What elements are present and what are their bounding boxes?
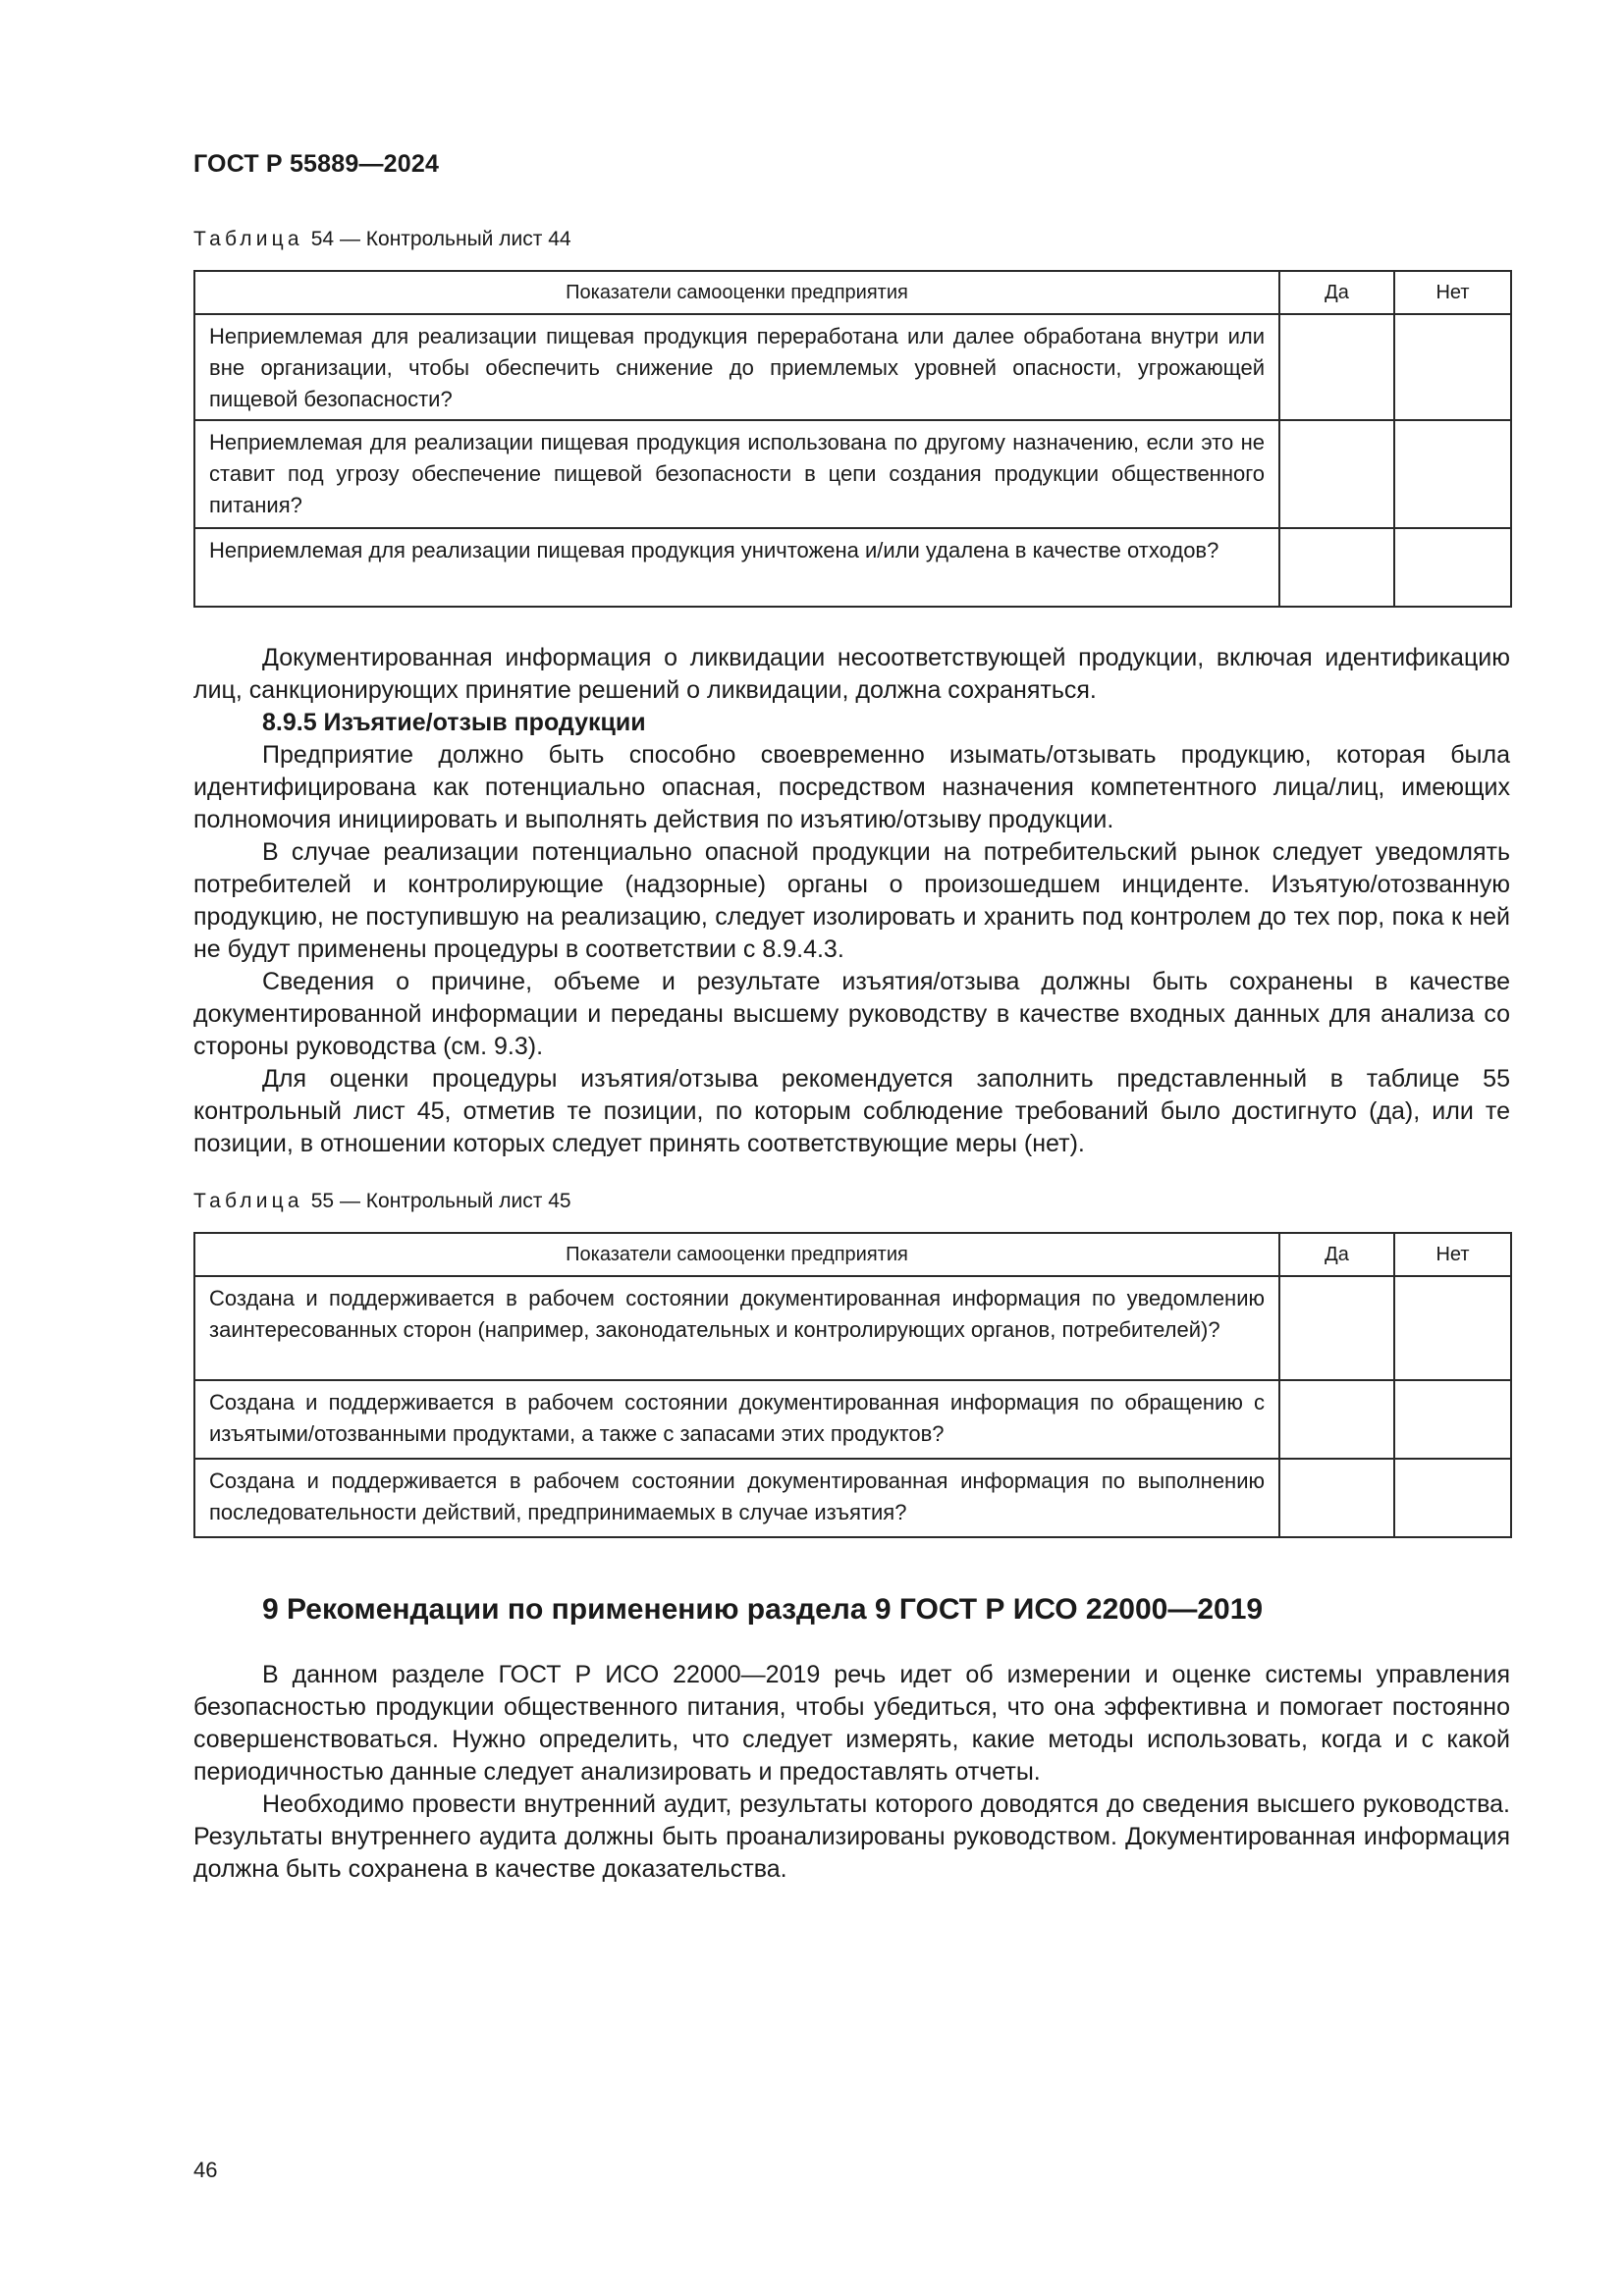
table-row [194,314,1511,420]
yes-answer-cell[interactable] [1279,1380,1394,1459]
table-54-caption-label: Таблица [193,228,303,250]
question-cell: Неприемлемая для реализации пищевая продукция использована по другому назначению, если это не ставит под угрозу обеспечение пищевой безопасности в цепи создания продукции общественного питания? [194,420,1279,528]
yes-answer-cell[interactable] [1279,528,1394,607]
paragraph: Предприятие должно быть способно своевременно изымать/отзывать продукцию, которая была идентифицирована как потенциально опасная, посредством назначения компетентного лица/лиц, имеющих полномочия инициировать и выполнять действия по изъятию/отзыву продукции. [193,741,1510,833]
question-cell: Создана и поддерживается в рабочем состоянии документированная информация по уведомлению заинтересованных сторон (например, законодательных и контролирующих органов, потребителей)? [194,1276,1279,1380]
no-answer-cell[interactable] [1394,528,1511,607]
no-answer-cell[interactable] [1394,1276,1511,1380]
column-header-yes: Да [1279,271,1394,314]
no-answer-cell[interactable] [1394,1380,1511,1459]
no-answer-cell[interactable] [1394,1459,1511,1537]
page-number: 46 [193,2158,218,2182]
table-row [194,420,1511,528]
document-code-header: ГОСТ Р 55889—2024 [193,150,440,178]
subsection-heading-8-9-5: 8.9.5 Изъятие/отзыв продукции [262,709,646,736]
table-row [194,1380,1511,1459]
table-55-caption-label: Таблица [193,1190,303,1212]
checklist-table-45 [193,1232,1512,1538]
paragraph: Документированная информация о ликвидации несоответствующей продукции, включая идентификацию лиц, санкционирующих принятие решений о ликвидации, должна сохраняться. [193,644,1510,704]
column-header-no: Нет [1394,271,1511,314]
column-header-indicators: Показатели самооценки предприятия [194,271,1279,314]
column-header-no: Нет [1394,1233,1511,1276]
no-answer-cell[interactable] [1394,420,1511,528]
table-header-row [194,1233,1511,1276]
question-cell: Неприемлемая для реализации пищевая продукция переработана или далее обработана внутри или вне организации, чтобы обеспечить снижение до приемлемых уровней опасности, угрожающей пищевой безопасности? [194,314,1279,420]
paragraph: Для оценки процедуры изъятия/отзыва рекомендуется заполнить представленный в таблице 55 контрольный лист 45, отметив те позиции, по которым соблюдение требований было достигнуто (да), или те позиции, в отношении которых следует принять соответствующие меры (нет). [193,1065,1510,1157]
yes-answer-cell[interactable] [1279,1276,1394,1380]
column-header-indicators: Показатели самооценки предприятия [194,1233,1279,1276]
table-55-caption-title: 55 — Контрольный лист 45 [310,1190,571,1212]
section-9-heading: 9 Рекомендации по применению раздела 9 ГОСТ Р ИСО 22000—2019 [262,1593,1264,1626]
yes-answer-cell[interactable] [1279,1459,1394,1537]
yes-answer-cell[interactable] [1279,314,1394,420]
question-cell: Создана и поддерживается в рабочем состоянии документированная информация по обращению с изъятыми/отозванными продуктами, а также с запасами этих продуктов? [194,1380,1279,1459]
question-cell: Создана и поддерживается в рабочем состоянии документированная информация по выполнению последовательности действий, предпринимаемых в случае изъятия? [194,1459,1279,1537]
yes-answer-cell[interactable] [1279,420,1394,528]
paragraph: Сведения о причине, объеме и результате изъятия/отзыва должны быть сохранены в качестве документированной информации и переданы высшему руководству в качестве входных данных для анализа со стороны руководства (см. 9.3). [193,968,1510,1060]
table-header-row [194,271,1511,314]
section-8-9-5-text [193,642,1510,1160]
paragraph: В случае реализации потенциально опасной продукции на потребительский рынок следует уведомлять потребителей и контролирующие (надзорные) органы о произошедшем инциденте. Изъятую/отозванную продукцию, не поступившую на реализацию, следует изолировать и хранить под контролем до тех пор, пока к ней не будут применены процедуры в соответствии с 8.9.4.3. [193,838,1510,963]
section-9-text [193,1659,1510,1886]
paragraph: В данном разделе ГОСТ Р ИСО 22000—2019 речь идет об измерении и оценке системы управления безопасностью продукции общественного питания, чтобы убедиться, что она эффективна и помогает постоянно совершенствоваться. Нужно определить, что следует измерять, какие методы использовать, когда и с какой периодичностью данные следует анализировать и предоставлять отчеты. [193,1661,1510,1786]
checklist-table-44 [193,270,1512,608]
no-answer-cell[interactable] [1394,314,1511,420]
table-row [194,1276,1511,1380]
table-row [194,528,1511,607]
question-cell: Неприемлемая для реализации пищевая продукция уничтожена и/или удалена в качестве отходов? [194,528,1279,607]
table-55-caption [193,1190,571,1213]
table-row [194,1459,1511,1537]
table-54-caption-title: 54 — Контрольный лист 44 [310,228,571,250]
column-header-yes: Да [1279,1233,1394,1276]
table-54-caption [193,228,571,251]
paragraph: Необходимо провести внутренний аудит, результаты которого доводятся до сведения высшего руководства. Результаты внутреннего аудита должны быть проанализированы руководством. Документированная информация должна быть сохранена в качестве доказательства. [193,1790,1510,1883]
